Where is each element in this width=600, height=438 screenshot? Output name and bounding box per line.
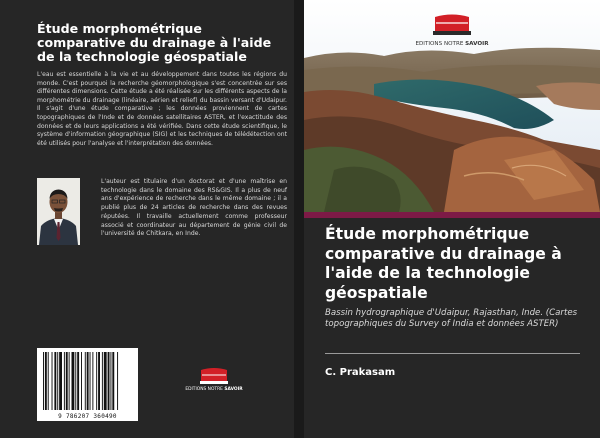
barcode (37, 348, 138, 421)
barcode-bar (102, 352, 103, 410)
barcode-bar (98, 352, 100, 410)
front-publisher-name: EDITIONS NOTRE SAVOIR (415, 41, 489, 47)
barcode-bar (75, 352, 76, 410)
barcode-bar (66, 352, 68, 410)
barcode-bar (59, 352, 62, 410)
barcode-bar (85, 352, 86, 410)
barcode-bar (45, 352, 47, 410)
front-publisher-logo (412, 12, 492, 52)
barcode-bar (81, 352, 82, 410)
barcode-bar (48, 352, 49, 410)
barcode-bar (77, 352, 79, 410)
accent-band (304, 212, 600, 218)
barcode-bar (87, 352, 89, 410)
barcode-digits: 9 786207 360490 (58, 413, 117, 420)
barcode-bar (43, 352, 44, 410)
barcode-bar (110, 352, 111, 410)
barcode-bars (37, 348, 138, 412)
barcode-bar (69, 352, 70, 410)
back-publisher-logo (184, 366, 244, 396)
divider (325, 353, 580, 354)
front-cover-title: Étude morphométrique comparative du drainage à l'aide de la technologie géospatiale (325, 225, 562, 302)
barcode-bar (72, 352, 75, 410)
barcode-bar (52, 352, 53, 410)
barcode-bar (57, 352, 58, 410)
author-bio: L'auteur est titulaire d'un doctorat et d'une maîtrise en technologie dans le domaine des RS&GIS. Il a plus de neuf ans d'expérience de recherche dans le même domaine ; il a publié plus de 24 articles de recherche dans des revues réputées. Il travaille actuellement comme professeur associé et coordinateur au département de génie civil de l'université de Chitkara, en Inde. (101, 178, 287, 238)
author-photo (37, 178, 80, 245)
front-cover-author: C. Prakasam (325, 367, 396, 378)
barcode-bar (90, 352, 91, 410)
barcode-bar (96, 352, 97, 410)
barcode-bar (92, 352, 93, 410)
barcode-bar (64, 352, 65, 410)
barcode-bar (54, 352, 56, 410)
barcode-bar (108, 352, 110, 410)
barcode-bar (117, 352, 118, 410)
spine (294, 0, 304, 438)
back-cover-title: Étude morphométrique comparative du drainage à l'aide de la technologie géospatiale (37, 21, 272, 64)
front-cover-subtitle: Bassin hydrographique d'Udaipur, Rajasthan, Inde. (Cartes topographiques du Survey of India et données ASTER) (325, 308, 578, 329)
barcode-bar (104, 352, 107, 410)
back-cover-blurb: L'eau est essentielle à la vie et au développement dans toutes les régions du monde. C'est pourquoi la recherche géomorphologique s'est concentrée sur ses différentes dimensions. Cette étude a été réalisée sur les différents aspects de la morphométrie du drainage (linéaire, aérien et relief) du bassin versant d'Udaipur. Il s'agit d'une étude comparative ; les données proviennent de cartes topographiques de l'Inde et de données satellitaires ASTER, et l'exactitude des données et de leurs applications a été vérifiée. Dans cette étude scientifique, le système d'information géographique (SIG) et les techniques de télédétection ont été utilisés pour l'analyse et l'interprétation des données. (37, 71, 287, 147)
back-publisher-name: EDITIONS NOTRE SAVOIR (185, 387, 243, 392)
barcode-bar (112, 352, 114, 410)
